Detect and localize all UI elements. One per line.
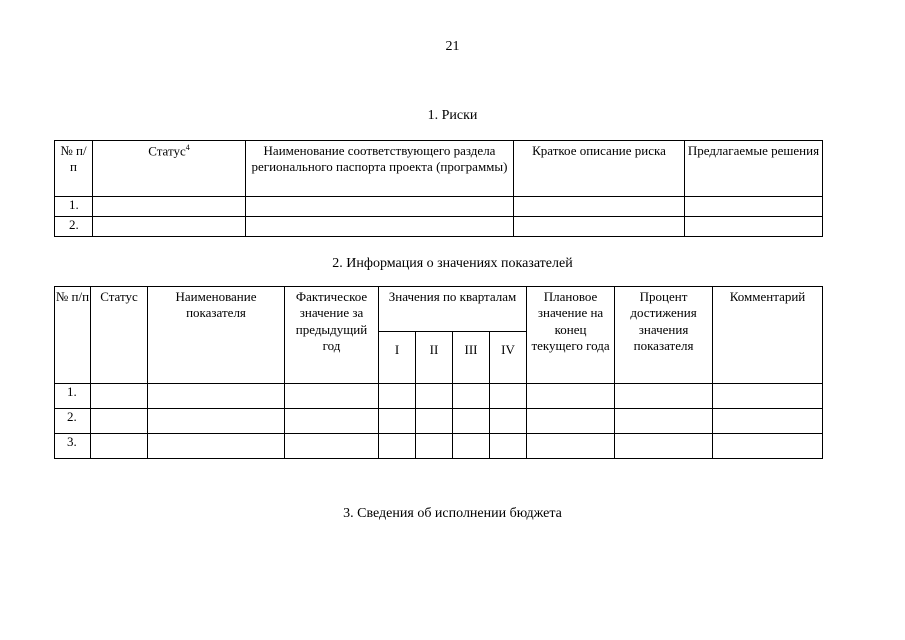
cell bbox=[713, 384, 823, 409]
cell bbox=[285, 434, 379, 459]
risks-header-description: Краткое описание риска bbox=[514, 141, 685, 197]
cell bbox=[514, 197, 685, 217]
ind-header-planned: Плановое значение на конец текущего года bbox=[527, 287, 615, 384]
cell bbox=[453, 384, 490, 409]
cell bbox=[379, 409, 416, 434]
cell bbox=[514, 217, 685, 237]
section-title-risks: 1. Риски bbox=[427, 108, 478, 123]
cell bbox=[93, 197, 246, 217]
cell bbox=[713, 434, 823, 459]
cell bbox=[416, 384, 453, 409]
cell bbox=[379, 434, 416, 459]
row-number: 3. bbox=[55, 434, 91, 459]
ind-header-actual: Фактическое значение за предыдущий год bbox=[285, 287, 379, 384]
risks-header-section-name: Наименование соответствующего раздела регионального паспорта проекта (программы) bbox=[246, 141, 514, 197]
cell bbox=[285, 409, 379, 434]
cell bbox=[285, 384, 379, 409]
cell bbox=[148, 384, 285, 409]
table-row bbox=[55, 434, 823, 459]
ind-header-q4: IV bbox=[490, 332, 527, 384]
cell bbox=[379, 384, 416, 409]
cell bbox=[527, 434, 615, 459]
risks-table bbox=[54, 140, 823, 237]
row-number: 2. bbox=[55, 217, 93, 237]
row-number: 1. bbox=[55, 197, 93, 217]
cell bbox=[91, 384, 148, 409]
indicators-header-row bbox=[55, 287, 823, 332]
section-title-budget: 3. Сведения об исполнении бюджета bbox=[343, 506, 562, 521]
table-row bbox=[55, 409, 823, 434]
ind-header-q3: III bbox=[453, 332, 490, 384]
cell bbox=[490, 409, 527, 434]
risks-header-row bbox=[55, 141, 823, 197]
table-row bbox=[55, 384, 823, 409]
cell bbox=[713, 409, 823, 434]
ind-header-q2: II bbox=[416, 332, 453, 384]
page-number: 21 bbox=[445, 39, 460, 54]
ind-header-num: № п/п bbox=[55, 287, 91, 384]
cell bbox=[615, 384, 713, 409]
ind-header-percent: Процент достижения значения показателя bbox=[615, 287, 713, 384]
indicators-table bbox=[54, 286, 823, 459]
row-number: 2. bbox=[55, 409, 91, 434]
cell bbox=[490, 384, 527, 409]
cell bbox=[91, 434, 148, 459]
ind-header-comment: Комментарий bbox=[713, 287, 823, 384]
cell bbox=[453, 409, 490, 434]
cell bbox=[490, 434, 527, 459]
cell bbox=[93, 217, 246, 237]
cell bbox=[246, 217, 514, 237]
table-row bbox=[55, 217, 823, 237]
cell bbox=[416, 434, 453, 459]
cell bbox=[615, 409, 713, 434]
risks-header-status: Статус$^4$ bbox=[93, 141, 246, 197]
ind-header-status: Статус bbox=[91, 287, 148, 384]
cell bbox=[615, 434, 713, 459]
cell bbox=[91, 409, 148, 434]
cell bbox=[148, 409, 285, 434]
table-row bbox=[55, 197, 823, 217]
row-number: 1. bbox=[55, 384, 91, 409]
section-title-indicators: 2. Информация о значениях показателей bbox=[332, 256, 573, 271]
ind-header-name: Наименование показателя bbox=[148, 287, 285, 384]
cell bbox=[685, 197, 823, 217]
risks-header-solutions: Предлагаемые решения bbox=[685, 141, 823, 197]
cell bbox=[685, 217, 823, 237]
cell bbox=[453, 434, 490, 459]
cell bbox=[246, 197, 514, 217]
cell bbox=[416, 409, 453, 434]
risks-header-num: № п/п bbox=[55, 141, 93, 197]
cell bbox=[148, 434, 285, 459]
footnote-ref: 4 bbox=[185, 143, 190, 152]
cell bbox=[527, 384, 615, 409]
cell bbox=[527, 409, 615, 434]
ind-header-q1: I bbox=[379, 332, 416, 384]
ind-header-quarters-group: Значения по кварталам bbox=[379, 287, 527, 332]
